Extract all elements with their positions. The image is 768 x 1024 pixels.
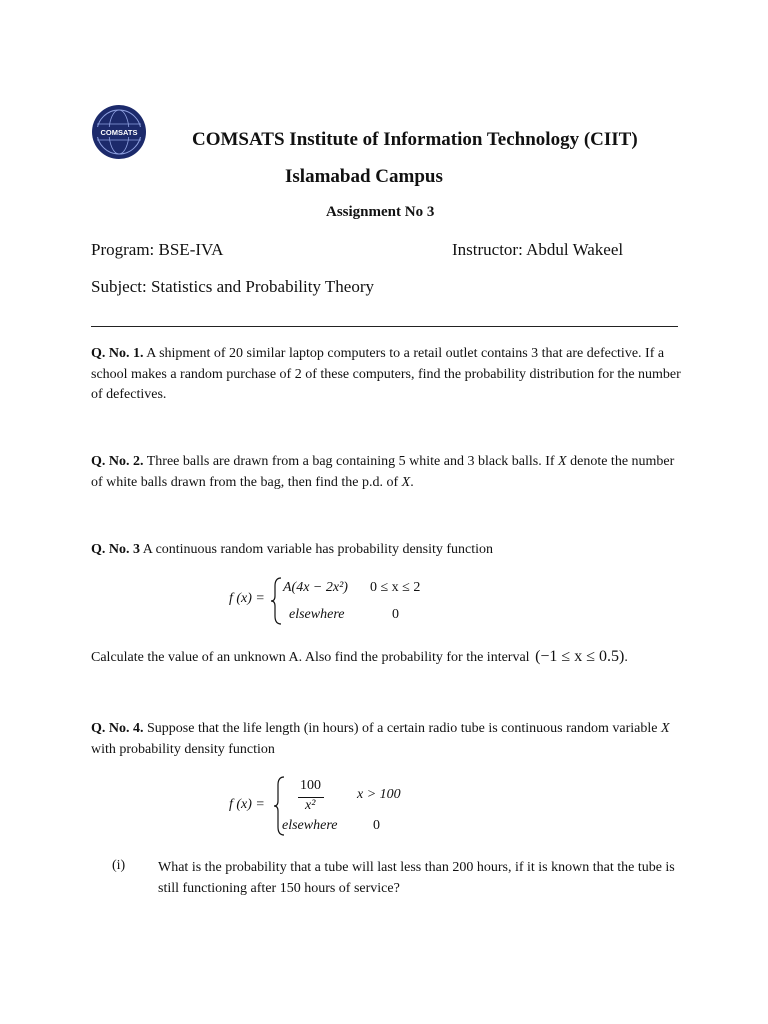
campus-title: Islamabad Campus xyxy=(285,166,443,187)
q4-case1-cond: x > 100 xyxy=(357,787,401,802)
assignment-title: Assignment No 3 xyxy=(326,204,435,220)
q3-interval: (−1 ≤ x ≤ 0.5) xyxy=(535,648,625,665)
question-4-label: Q. No. 4. xyxy=(91,721,144,736)
q3-case2-expr: elsewhere xyxy=(289,607,345,622)
question-1-label: Q. No. 1. xyxy=(91,346,144,361)
question-1-text: A shipment of 20 similar laptop computers to a retail outlet contains 3 that are defective. If a school makes a random purchase of 2 of these computers, find the probability distribution for the number of defectives. xyxy=(91,346,681,402)
question-1 xyxy=(91,344,681,406)
q4-denominator: x² xyxy=(305,798,316,813)
question-3: Q. No. 3 A continuous random variable has probability density function xyxy=(91,542,494,557)
program-label: Program: BSE-IVA xyxy=(91,240,224,259)
q3-case1-cond: 0 ≤ x ≤ 2 xyxy=(370,580,421,595)
question-3-followup: Calculate the value of an unknown A. Also find the probability for the interval (−1 ≤ x ≤ 0.5). xyxy=(91,648,628,665)
q4-case2-expr: elsewhere xyxy=(282,818,338,833)
q3-case2-val: 0 xyxy=(392,607,399,622)
comsats-logo xyxy=(91,104,147,160)
q4-sub-i-text: What is the probability that a tube will last less than 200 hours, if it is known that the tube is still functioning after 150 hours of service? xyxy=(158,860,675,896)
q4-case2-val: 0 xyxy=(373,818,380,833)
q4-numerator: 100 xyxy=(300,778,321,793)
question-4: Q. No. 4. Suppose that the life length (in hours) of a certain radio tube is continuous random variable X with probability density function xyxy=(91,721,670,757)
q4-sub-i-number: (i) xyxy=(112,858,126,873)
q3-brace xyxy=(271,576,283,626)
q3-fx: f (x) = xyxy=(229,591,265,606)
divider xyxy=(91,326,678,327)
q3-case1-expr: A(4x − 2x²) xyxy=(283,580,348,595)
question-3-label: Q. No. 3 xyxy=(91,542,140,557)
logo-text: COMSATS xyxy=(100,128,138,137)
institute-title: COMSATS Institute of Information Technology (CIIT) xyxy=(192,129,638,150)
question-2-label: Q. No. 2. xyxy=(91,454,144,469)
instructor-label: Instructor: Abdul Wakeel xyxy=(452,240,624,259)
subject-label: Subject: Statistics and Probability Theory xyxy=(91,277,374,296)
q4-fx: f (x) = xyxy=(229,797,265,812)
question-2: Q. No. 2. Three balls are drawn from a bag containing 5 white and 3 black balls. If X denote the number of white balls drawn from the bag, then find the p.d. of X. xyxy=(91,454,675,490)
